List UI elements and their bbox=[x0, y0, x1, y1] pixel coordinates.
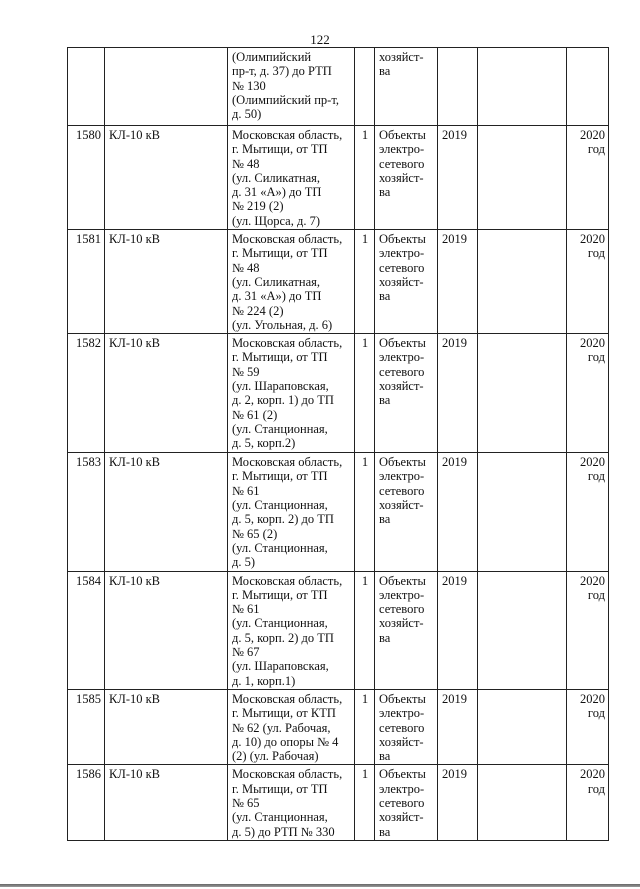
route-text: Московская область, г. Мытищи, от ТП № 61 (ул. Станционная, д. 5, корп. 2) до ТП № 67 (ул. Шараповская, д. 1, корп.1) bbox=[232, 573, 343, 688]
row-number-text: 1582 bbox=[76, 336, 101, 351]
row-number-text: 1580 bbox=[76, 128, 101, 142]
quantity-text: 1 bbox=[361, 128, 369, 142]
empty-cell bbox=[478, 334, 567, 453]
category-cell bbox=[375, 689, 438, 764]
year-cell bbox=[438, 126, 478, 230]
route-cell bbox=[228, 230, 355, 334]
cable-type-text: КЛ-10 кВ bbox=[109, 691, 161, 706]
cable-type-cell bbox=[105, 48, 228, 126]
category-cell bbox=[375, 765, 438, 840]
route-text: Московская область, г. Мытищи, от ТП № 48 (ул. Силикатная, д. 31 «А») до ТП № 224 (2) (ул. Угольная, д. 6) bbox=[232, 232, 343, 332]
year-text: 2019 bbox=[442, 455, 467, 470]
table-row bbox=[68, 126, 609, 230]
year-cell bbox=[438, 334, 478, 453]
row-number-text: 1585 bbox=[76, 691, 101, 706]
empty-cell bbox=[478, 453, 567, 571]
year-text: 2019 bbox=[442, 336, 467, 351]
row-number-text: 1581 bbox=[76, 232, 101, 247]
row-number-cell bbox=[68, 334, 105, 453]
plan-year-cell bbox=[567, 765, 609, 840]
table-row bbox=[68, 453, 609, 571]
route-cell bbox=[228, 334, 355, 453]
route-text: Московская область, г. Мытищи, от ТП № 65 (ул. Станционная, д. 5) до РТП № 330 bbox=[232, 767, 343, 839]
plan-year-text: 2020 год bbox=[580, 767, 605, 796]
page-number: 122 bbox=[310, 32, 330, 47]
year-cell bbox=[438, 48, 478, 126]
plan-year-cell bbox=[567, 571, 609, 689]
row-number-text: 1586 bbox=[76, 767, 101, 782]
plan-year-cell bbox=[567, 230, 609, 334]
row-number-cell bbox=[68, 765, 105, 840]
year-text: 2019 bbox=[442, 573, 467, 588]
category-text: Объекты электро- сетевого хозяйст- ва bbox=[379, 336, 426, 408]
table-row bbox=[68, 48, 609, 126]
year-text: 2019 bbox=[442, 767, 467, 782]
quantity-cell bbox=[355, 126, 375, 230]
category-cell bbox=[375, 571, 438, 689]
cable-type-text: КЛ-10 кВ bbox=[109, 336, 161, 351]
route-text: (Олимпийский пр-т, д. 37) до РТП № 130 (Олимпийский пр-т, д. 50) bbox=[232, 50, 339, 122]
route-cell bbox=[228, 765, 355, 840]
plan-year-cell bbox=[567, 689, 609, 764]
quantity-cell bbox=[355, 230, 375, 334]
plan-year-cell bbox=[567, 334, 609, 453]
route-cell bbox=[228, 48, 355, 126]
route-cell bbox=[228, 571, 355, 689]
year-cell bbox=[438, 571, 478, 689]
route-cell bbox=[228, 126, 355, 230]
bottom-scan-edge bbox=[0, 884, 640, 887]
category-text: хозяйст- ва bbox=[379, 50, 424, 79]
category-text: Объекты электро- сетевого хозяйст- ва bbox=[379, 573, 426, 645]
table-row bbox=[68, 689, 609, 764]
quantity-text: 1 bbox=[361, 232, 369, 247]
plan-year-text: 2020 год bbox=[580, 128, 605, 157]
row-number-text: 1583 bbox=[76, 455, 101, 470]
cable-type-cell bbox=[105, 765, 228, 840]
route-text: Московская область, г. Мытищи, от ТП № 59 (ул. Шараповская, д. 2, корп. 1) до ТП № 61 (2) (ул. Станционная, д. 5, корп.2) bbox=[232, 336, 343, 451]
cable-type-text: КЛ-10 кВ bbox=[109, 573, 161, 588]
cable-type-text: КЛ-10 кВ bbox=[109, 455, 161, 470]
route-cell bbox=[228, 689, 355, 764]
table-row bbox=[68, 765, 609, 840]
category-cell bbox=[375, 126, 438, 230]
quantity-text: 1 bbox=[361, 336, 369, 351]
empty-cell bbox=[478, 230, 567, 334]
category-text: Объекты электро- сетевого хозяйст- ва bbox=[379, 691, 426, 764]
table-row bbox=[68, 230, 609, 334]
quantity-cell bbox=[355, 334, 375, 453]
plan-year-text: 2020 год bbox=[580, 455, 605, 484]
row-number-cell bbox=[68, 571, 105, 689]
cable-type-cell bbox=[105, 453, 228, 571]
plan-year-text: 2020 год bbox=[580, 573, 605, 602]
cable-type-text: КЛ-10 кВ bbox=[109, 767, 161, 782]
quantity-text: 1 bbox=[361, 691, 369, 706]
row-number-cell bbox=[68, 48, 105, 126]
plan-year-cell bbox=[567, 453, 609, 571]
category-cell bbox=[375, 230, 438, 334]
cable-type-cell bbox=[105, 689, 228, 764]
route-cell bbox=[228, 453, 355, 571]
year-text: 2019 bbox=[442, 232, 467, 247]
empty-cell bbox=[478, 126, 567, 230]
table-row bbox=[68, 571, 609, 689]
quantity-cell bbox=[355, 689, 375, 764]
category-text: Объекты электро- сетевого хозяйст- ва bbox=[379, 128, 426, 200]
plan-year-text: 2020 год bbox=[580, 691, 605, 721]
plan-year-text: 2020 год bbox=[580, 336, 605, 365]
quantity-cell bbox=[355, 571, 375, 689]
empty-cell bbox=[478, 765, 567, 840]
cable-type-text: КЛ-10 кВ bbox=[109, 128, 161, 142]
quantity-text: 1 bbox=[361, 767, 369, 782]
quantity-cell bbox=[355, 765, 375, 840]
cable-type-cell bbox=[105, 126, 228, 230]
cable-type-text: КЛ-10 кВ bbox=[109, 232, 161, 247]
plan-year-cell bbox=[567, 48, 609, 126]
route-text: Московская область, г. Мытищи, от ТП № 48 (ул. Силикатная, д. 31 «А») до ТП № 219 (2) (ул. Щорса, д. 7) bbox=[232, 128, 343, 228]
year-cell bbox=[438, 230, 478, 334]
row-number-cell bbox=[68, 453, 105, 571]
category-text: Объекты электро- сетевого хозяйст- ва bbox=[379, 455, 426, 527]
category-text: Объекты электро- сетевого хозяйст- ва bbox=[379, 232, 426, 304]
registry-table bbox=[67, 47, 609, 841]
category-cell bbox=[375, 453, 438, 571]
category-text: Объекты электро- сетевого хозяйст- ва bbox=[379, 767, 426, 839]
table-row bbox=[68, 334, 609, 453]
empty-cell bbox=[478, 689, 567, 764]
quantity-cell bbox=[355, 48, 375, 126]
row-number-cell bbox=[68, 230, 105, 334]
year-text: 2019 bbox=[442, 691, 467, 706]
year-text: 2019 bbox=[442, 128, 467, 142]
row-number-text: 1584 bbox=[76, 573, 101, 588]
quantity-text: 1 bbox=[361, 455, 369, 470]
route-text: Московская область, г. Мытищи, от ТП № 61 (ул. Станционная, д. 5, корп. 2) до ТП № 65 (2) (ул. Станционная, д. 5) bbox=[232, 455, 343, 570]
plan-year-cell bbox=[567, 126, 609, 230]
category-cell bbox=[375, 334, 438, 453]
plan-year-text: 2020 год bbox=[580, 232, 605, 261]
year-cell bbox=[438, 689, 478, 764]
table-body bbox=[68, 48, 609, 841]
cable-type-cell bbox=[105, 571, 228, 689]
row-number-cell bbox=[68, 689, 105, 764]
year-cell bbox=[438, 765, 478, 840]
quantity-cell bbox=[355, 453, 375, 571]
quantity-text: 1 bbox=[361, 573, 369, 588]
empty-cell bbox=[478, 571, 567, 689]
empty-cell bbox=[478, 48, 567, 126]
year-cell bbox=[438, 453, 478, 571]
row-number-cell bbox=[68, 126, 105, 230]
route-text: Московская область, г. Мытищи, от КТП № 62 (ул. Рабочая, д. 10) до опоры № 4 (2) (ул. Рабочая) bbox=[232, 691, 343, 764]
cable-type-cell bbox=[105, 334, 228, 453]
category-cell bbox=[375, 48, 438, 126]
cable-type-cell bbox=[105, 230, 228, 334]
